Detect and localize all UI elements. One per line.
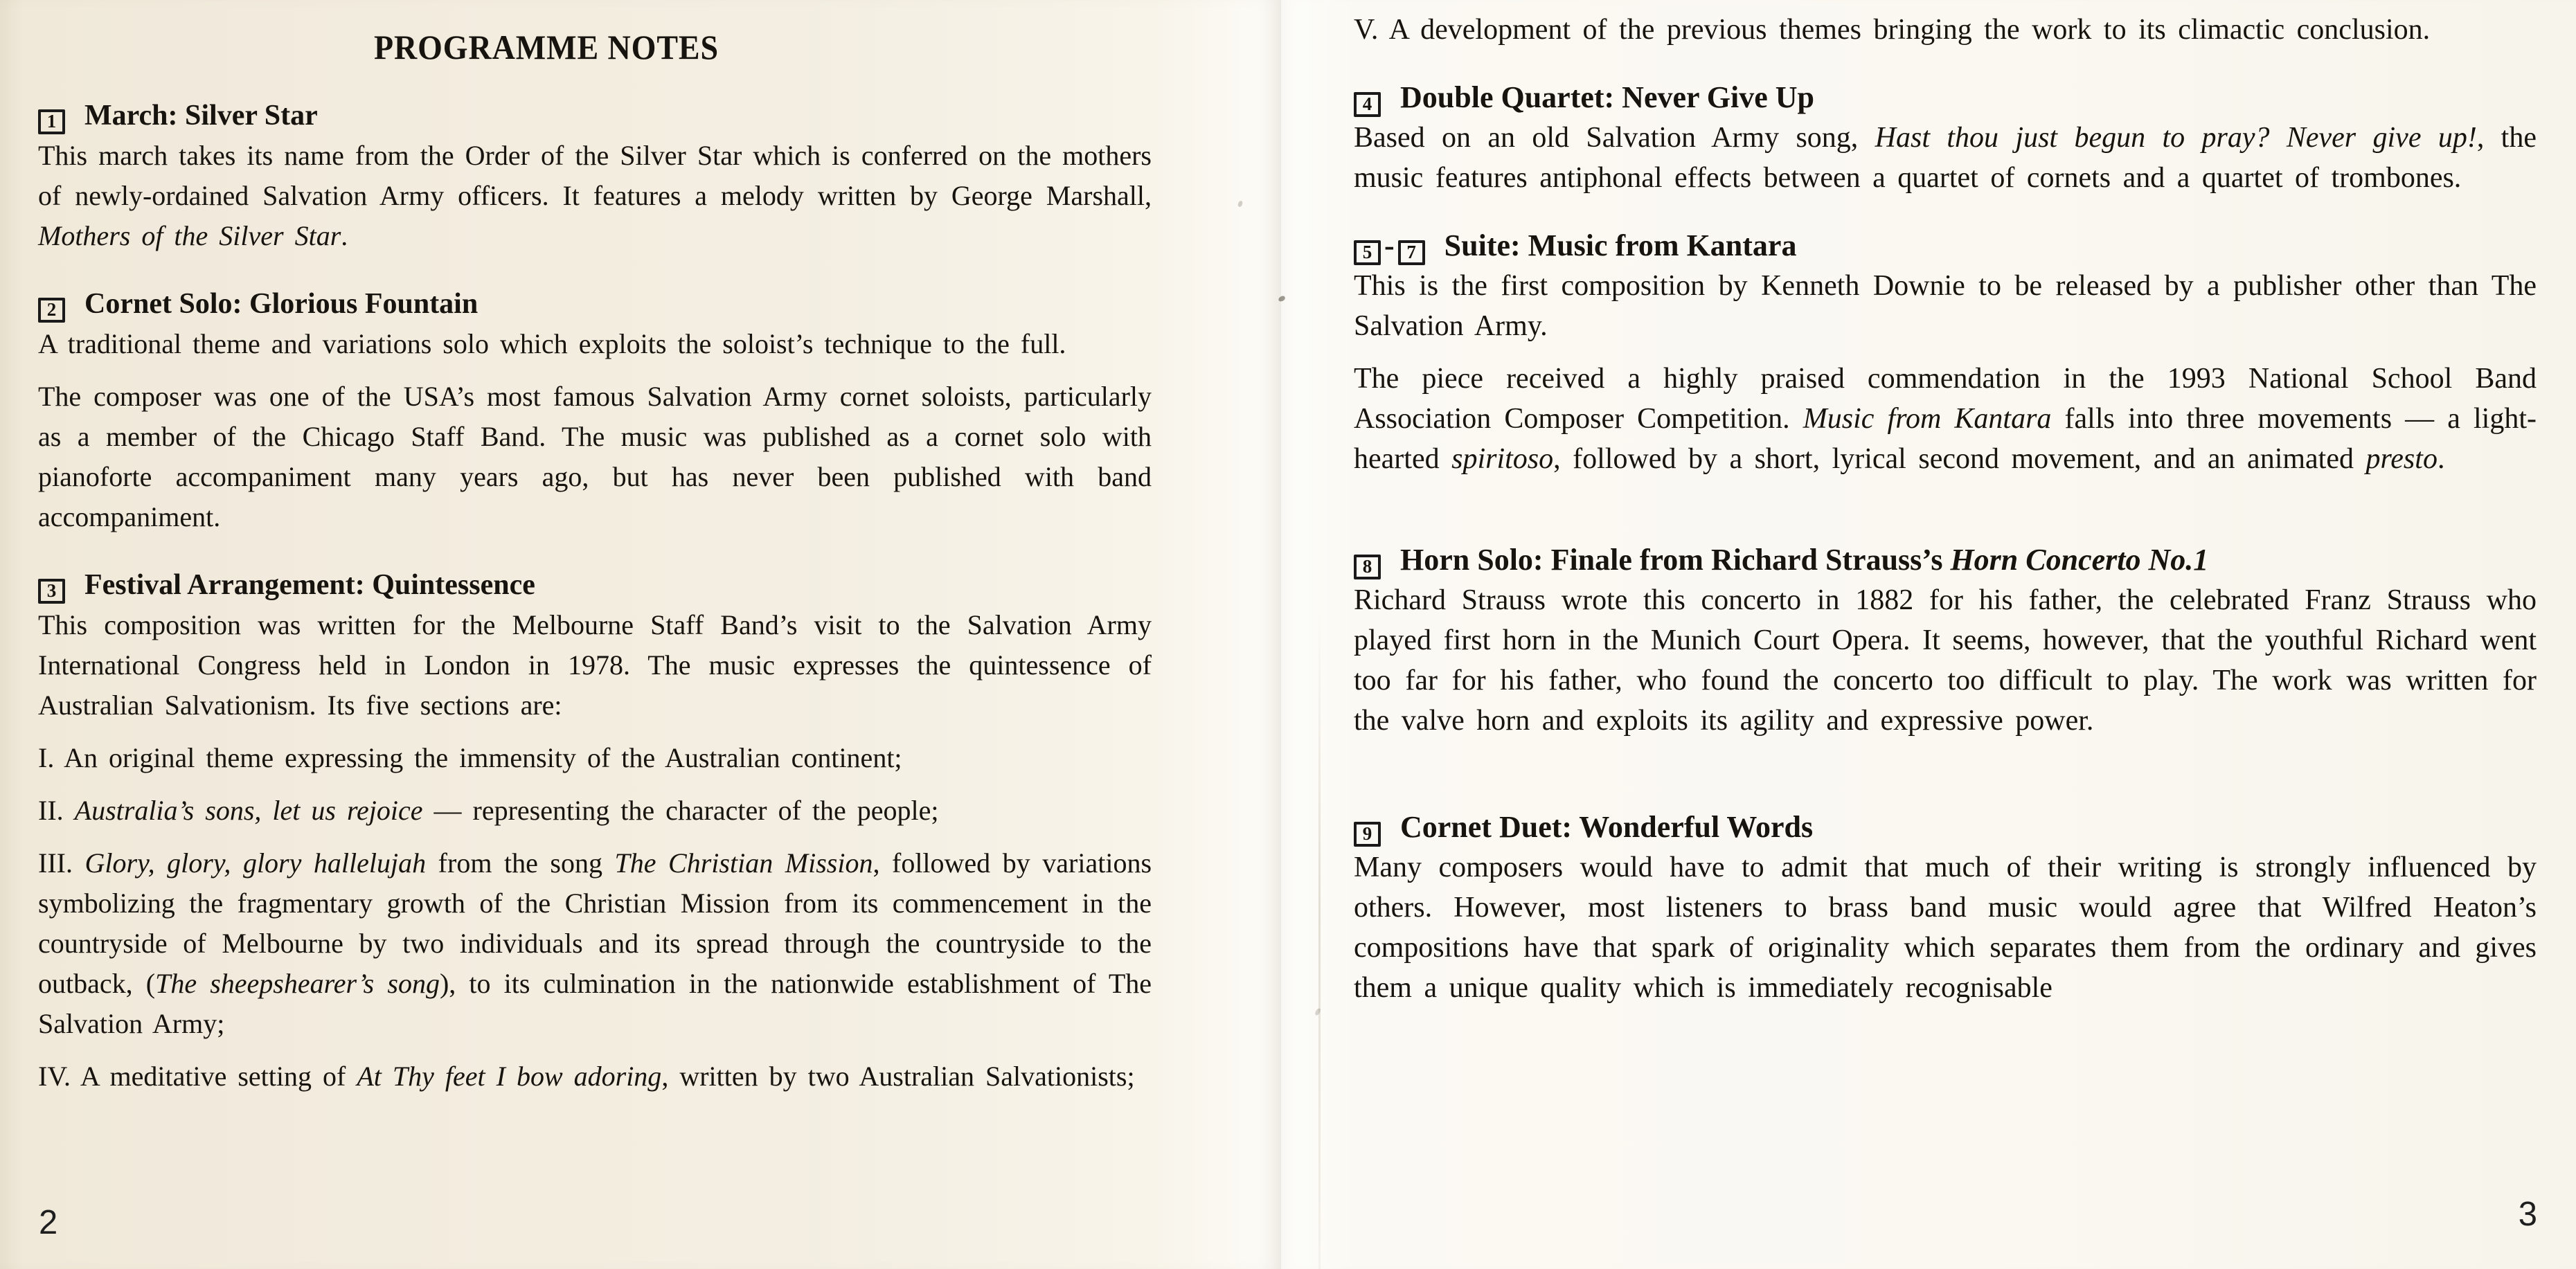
track-number-badge: 7: [1398, 240, 1425, 265]
page-number-left: 2: [39, 1204, 58, 1241]
page-right: [1281, 0, 2576, 1269]
track-number-badge: 5: [1354, 240, 1381, 265]
list-item-movement-2: II. Australia’s sons, let us rejoice — representing the character of the people;: [38, 795, 939, 826]
section-heading: [38, 565, 1152, 605]
paragraph: This march takes its name from the Order of the Silver Star which is conferred on the mothers of newly-ordained Salvation Army officers. It features a melody written by George Marshall, Mothers of the Silver Star.: [38, 140, 1152, 251]
list-item-movement-5-continuation: V. A development of the previous themes bringing the work to its climactic conclusion.: [1354, 14, 2431, 46]
page-left-content: [0, 0, 1281, 1097]
list-item-movement-3: III. Glory, glory, glory hallelujah from the song The Christian Mission, followed by variations symbolizing the fragmentary growth of the Christian Mission from its commencement in the countryside of Melbourne by two individuals and its spread through the countryside to the outback, (The sheepshearer’s song), to its culmination in the nationwide establishment of The Salvation Army;: [38, 847, 1152, 1039]
paragraph: The composer was one of the USA’s most famous Salvation Army cornet soloists, particularly as a member of the Chicago Staff Band. The music was published as a cornet solo with pianoforte accompaniment many years ago, but has never been published with band accompaniment.: [38, 381, 1152, 532]
section-heading: [1354, 540, 2537, 580]
section-heading-text: March: Silver Star: [84, 100, 318, 132]
track-range-separator: -: [1384, 228, 1395, 262]
page-right-content: [1281, 0, 2576, 1008]
section-festival-arrangement-quintessence: [38, 565, 1152, 1097]
paragraph: Richard Strauss wrote this concerto in 1882 for his father, the celebrated Franz Strauss who played first horn in the Munich Court Opera. It seems, however, that the youthful Richard went too far for his father, who found the concerto too difficult to play. The work was written for the valve horn and exploits its agility and expressive power.: [1354, 584, 2537, 737]
list-item-movement-1: I. An original theme expressing the immensity of the Australian continent;: [38, 742, 902, 773]
page-number-right: 3: [2518, 1196, 2537, 1233]
track-number-badge: 3: [38, 579, 65, 604]
track-number-badge: 4: [1354, 92, 1381, 117]
section-heading: [1354, 807, 2537, 847]
gutter-crease: [1318, 609, 1321, 1269]
list-item-movement-4: IV. A meditative setting of At Thy feet I bow adoring, written by two Australian Salvationists;: [38, 1061, 1135, 1092]
section-heading: [38, 96, 1152, 136]
page-title: PROGRAMME NOTES: [373, 28, 719, 66]
section-double-quartet-never-give-up: [1354, 78, 2537, 198]
page-left: [0, 0, 1281, 1269]
section-heading: [1354, 78, 2537, 118]
section-horn-solo-strauss: [1354, 540, 2537, 741]
section-march-silver-star: [38, 96, 1152, 256]
paragraph: This composition was written for the Melbourne Staff Band’s visit to the Salvation Army International Congress held in London in 1978. The music expresses the quintessence of Australian Salvationism. Its five sections are:: [38, 609, 1152, 721]
paragraph: Based on an old Salvation Army song, Hast thou just begun to pray? Never give up!, the music features antiphonal effects between a quartet of cornets and a quartet of trombones.: [1354, 122, 2537, 194]
section-heading: [1354, 226, 2537, 266]
track-number-badge: 1: [38, 109, 65, 134]
paragraph: The piece received a highly praised commendation in the 1993 National School Band Association Composer Competition. Music from Kantara falls into three movements — a light-hearted spiritoso, followed by a short, lyrical second movement, and an animated presto.: [1354, 363, 2537, 475]
paragraph: A traditional theme and variations solo which exploits the soloist’s technique to the full.: [38, 328, 1066, 359]
paragraph: This is the first composition by Kenneth Downie to be released by a publisher other than The Salvation Army.: [1354, 270, 2537, 342]
section-heading: [38, 284, 1152, 324]
track-number-badge: 9: [1354, 822, 1381, 847]
track-number-badge: 2: [38, 298, 65, 323]
track-number-badge: 8: [1354, 555, 1381, 579]
section-cornet-duet-wonderful-words: [1354, 807, 2537, 1008]
section-suite-music-from-kantara: [1354, 226, 2537, 479]
section-heading-text: Cornet Duet: Wonderful Words: [1400, 810, 1814, 844]
section-heading-text: Festival Arrangement: Quintessence: [84, 569, 535, 601]
section-heading-text: Horn Solo: Finale from Richard Strauss’s Horn Concerto No.1: [1400, 543, 2209, 577]
section-heading-text: Suite: Music from Kantara: [1444, 228, 1797, 262]
section-heading-text: Cornet Solo: Glorious Fountain: [84, 288, 478, 320]
section-cornet-solo-glorious-fountain: [38, 284, 1152, 537]
section-heading-text: Double Quartet: Never Give Up: [1400, 80, 1814, 114]
paragraph: Many composers would have to admit that much of their writing is strongly influenced by others. However, most listeners to brass band music would agree that Wilfred Heaton’s compositions have that spark of originality which separates them from the ordinary and gives them a unique quality which is immediately recognisable: [1354, 852, 2537, 1004]
